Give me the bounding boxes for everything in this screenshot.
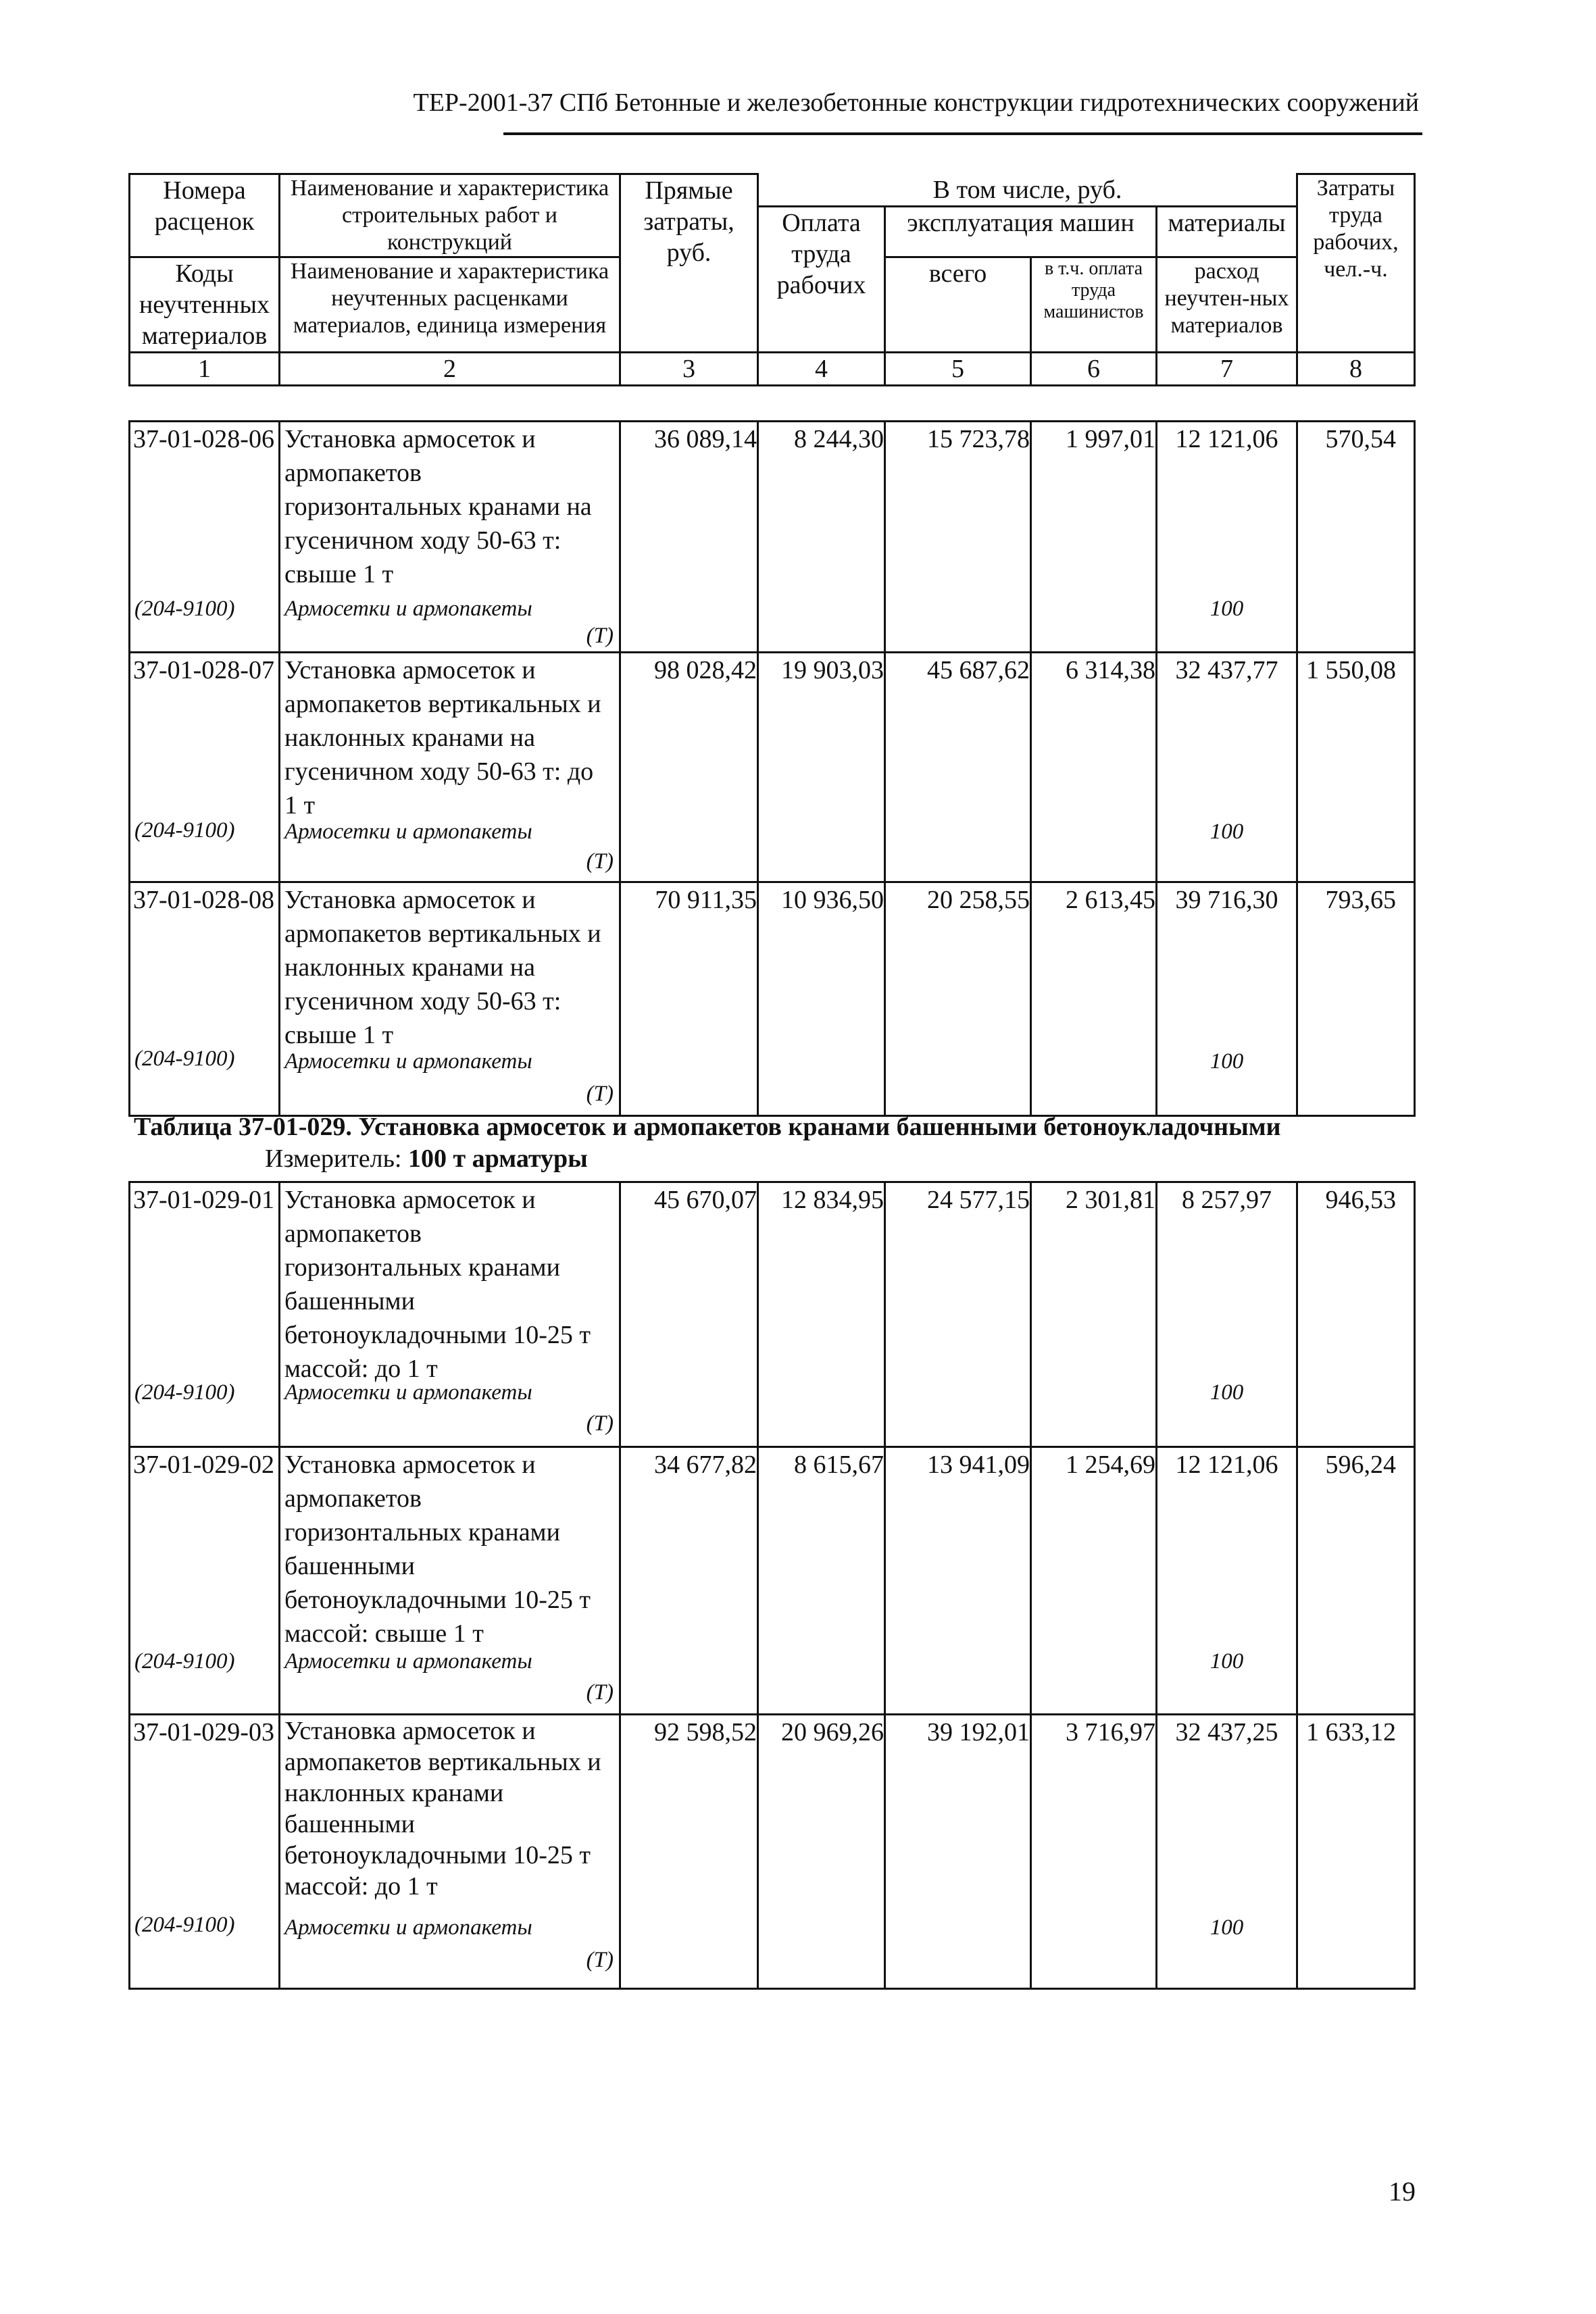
rate-code-cell bbox=[130, 1447, 280, 1715]
col2-bottom-header: Наименование и характеристика неучтенных расценками материалов, единица измерения bbox=[280, 257, 620, 353]
col-number: 4 bbox=[758, 353, 885, 386]
material-name: Армосетки и армопакеты bbox=[284, 1915, 532, 1940]
rate-description: Установка армосеток и армопакетов вертикальных и наклонных кранами башенными бетоноукладочными 10-25 т массой: до 1 т bbox=[284, 1717, 601, 1901]
material-code: (204-9100) bbox=[134, 818, 235, 842]
direct-costs: 92 598,52 bbox=[620, 1715, 758, 1989]
col-number: 6 bbox=[1031, 353, 1157, 386]
labor-hours: 793,65 bbox=[1297, 882, 1415, 1116]
materials-cell bbox=[1157, 653, 1297, 882]
description-cell bbox=[280, 1182, 620, 1447]
machines-total: 24 577,15 bbox=[885, 1182, 1031, 1447]
unit-marker: (Т) bbox=[586, 1082, 614, 1106]
rate-code: 37-01-028-08 bbox=[133, 886, 274, 914]
direct-costs: 70 911,35 bbox=[620, 882, 758, 1116]
description-cell bbox=[280, 1715, 620, 1989]
description-cell bbox=[280, 1447, 620, 1715]
description-cell bbox=[280, 422, 620, 653]
material-qty: 100 bbox=[1210, 1380, 1244, 1405]
direct-costs: 45 670,07 bbox=[620, 1182, 758, 1447]
unit-marker: (Т) bbox=[586, 1948, 614, 1972]
labor-pay: 10 936,50 bbox=[758, 882, 885, 1116]
rate-code-cell bbox=[130, 882, 280, 1116]
material-name: Армосетки и армопакеты bbox=[284, 1380, 532, 1405]
machinists-pay: 1 254,69 bbox=[1031, 1447, 1157, 1715]
machinists-pay: 6 314,38 bbox=[1031, 653, 1157, 882]
material-name: Армосетки и армопакеты bbox=[284, 1649, 532, 1674]
material-code: (204-9100) bbox=[134, 1913, 235, 1937]
materials-cost: 12 121,06 bbox=[1175, 1451, 1278, 1479]
material-code: (204-9100) bbox=[134, 1380, 235, 1405]
material-name: Армосетки и армопакеты bbox=[284, 1049, 532, 1074]
description-cell bbox=[280, 882, 620, 1116]
materials-cell bbox=[1157, 882, 1297, 1116]
rate-description: Установка армосеток и армопакетов горизонтальных кранами башенными бетоноукладочными 10-25 т массой: свыше 1 т bbox=[284, 1451, 591, 1648]
machinists-pay: 2 613,45 bbox=[1031, 882, 1157, 1116]
col1-top-header: Номера расценок bbox=[130, 174, 280, 257]
material-name: Армосетки и армопакеты bbox=[284, 820, 532, 844]
column-header-table bbox=[128, 173, 1416, 386]
rate-description: Установка армосеток и армопакетов горизонтальных кранами на гусеничном ходу 50-63 т: свыше 1 т bbox=[284, 425, 592, 588]
header-divider bbox=[503, 132, 1422, 135]
table-row bbox=[130, 1715, 1415, 1989]
col-number: 5 bbox=[885, 353, 1031, 386]
materials-cost: 32 437,25 bbox=[1175, 1718, 1278, 1746]
rates-table-029 bbox=[128, 1181, 1416, 1990]
unit-marker: (Т) bbox=[586, 624, 614, 648]
col1-bottom-header: Коды неучтенных материалов bbox=[130, 257, 280, 353]
materials-cell bbox=[1157, 1447, 1297, 1715]
machinists-pay: 1 997,01 bbox=[1031, 422, 1157, 653]
unit-marker: (Т) bbox=[586, 1680, 614, 1705]
machinists-pay: 3 716,97 bbox=[1031, 1715, 1157, 1989]
table-row bbox=[130, 882, 1415, 1116]
labor-pay: 8 244,30 bbox=[758, 422, 885, 653]
col-number: 7 bbox=[1157, 353, 1297, 386]
col-number: 8 bbox=[1297, 353, 1415, 386]
material-qty: 100 bbox=[1210, 820, 1244, 844]
labor-hours: 1 550,08 bbox=[1297, 653, 1415, 882]
materials-header: материалы bbox=[1157, 207, 1297, 257]
table-row bbox=[130, 1182, 1415, 1447]
machines-total: 39 192,01 bbox=[885, 1715, 1031, 1989]
labor-pay: 20 969,26 bbox=[758, 1715, 885, 1989]
unit-marker: (Т) bbox=[586, 849, 614, 874]
material-qty: 100 bbox=[1210, 1915, 1244, 1940]
col2-top-header: Наименование и характеристика строительных работ и конструкций bbox=[280, 174, 620, 257]
measure-line bbox=[265, 1143, 588, 1174]
materials-cell bbox=[1157, 1182, 1297, 1447]
col5-header: всего bbox=[885, 257, 1031, 353]
rate-code-cell bbox=[130, 1182, 280, 1447]
table-row bbox=[130, 422, 1415, 653]
rate-description: Установка армосеток и армопакетов вертикальных и наклонных кранами на гусеничном ходу 50-63 т: до 1 т bbox=[284, 656, 601, 820]
machines-total: 45 687,62 bbox=[885, 653, 1031, 882]
rates-table-028 bbox=[128, 420, 1416, 1117]
labor-hours: 946,53 bbox=[1297, 1182, 1415, 1447]
rate-description: Установка армосеток и армопакетов вертикальных и наклонных кранами на гусеничном ходу 50-63 т: свыше 1 т bbox=[284, 886, 601, 1049]
material-qty: 100 bbox=[1210, 597, 1244, 621]
materials-cost: 32 437,77 bbox=[1175, 656, 1278, 684]
rate-code: 37-01-028-07 bbox=[133, 656, 274, 684]
material-code: (204-9100) bbox=[134, 1649, 235, 1674]
material-name: Армосетки и армопакеты bbox=[284, 597, 532, 621]
col4-header: Оплата труда рабочих bbox=[758, 207, 885, 353]
table-caption: Таблица 37-01-029. Установка армосеток и армопакетов кранами башенными бетоноукладочными bbox=[134, 1113, 1281, 1141]
col6-header: в т.ч. оплата труда машинистов bbox=[1031, 257, 1157, 353]
table-row bbox=[130, 653, 1415, 882]
rate-code: 37-01-029-02 bbox=[133, 1451, 274, 1479]
labor-hours: 1 633,12 bbox=[1297, 1715, 1415, 1989]
machines-total: 15 723,78 bbox=[885, 422, 1031, 653]
rate-code: 37-01-029-03 bbox=[133, 1718, 274, 1746]
rate-code-cell bbox=[130, 422, 280, 653]
material-code: (204-9100) bbox=[134, 597, 235, 621]
col-number: 3 bbox=[620, 353, 758, 386]
direct-costs: 98 028,42 bbox=[620, 653, 758, 882]
materials-cell bbox=[1157, 422, 1297, 653]
col8-header: Затраты труда рабочих, чел.-ч. bbox=[1297, 174, 1415, 353]
col-number: 2 bbox=[280, 353, 620, 386]
material-qty: 100 bbox=[1210, 1049, 1244, 1074]
page-number: 19 bbox=[1389, 2176, 1416, 2207]
group-header: В том числе, руб. bbox=[758, 174, 1297, 207]
description-cell bbox=[280, 653, 620, 882]
machines-total: 13 941,09 bbox=[885, 1447, 1031, 1715]
col7-header: расход неучтен-ных материалов bbox=[1157, 257, 1297, 353]
labor-hours: 596,24 bbox=[1297, 1447, 1415, 1715]
rate-code: 37-01-028-06 bbox=[133, 425, 274, 453]
rate-code: 37-01-029-01 bbox=[133, 1186, 274, 1214]
col3-header: Прямые затраты, руб. bbox=[620, 174, 758, 353]
material-code: (204-9100) bbox=[134, 1047, 235, 1071]
labor-pay: 19 903,03 bbox=[758, 653, 885, 882]
materials-cost: 39 716,30 bbox=[1175, 886, 1278, 914]
machines-total: 20 258,55 bbox=[885, 882, 1031, 1116]
machines-header: эксплуатация машин bbox=[885, 207, 1157, 257]
measure-value: 100 т арматуры bbox=[408, 1145, 588, 1173]
unit-marker: (Т) bbox=[586, 1411, 614, 1436]
page-header-title: ТЕР-2001-37 СПб Бетонные и железобетонные конструкции гидротехнических сооружений bbox=[413, 89, 1419, 117]
materials-cell bbox=[1157, 1715, 1297, 1989]
material-qty: 100 bbox=[1210, 1649, 1244, 1674]
direct-costs: 34 677,82 bbox=[620, 1447, 758, 1715]
materials-cost: 12 121,06 bbox=[1175, 425, 1278, 453]
table-row bbox=[130, 1447, 1415, 1715]
machinists-pay: 2 301,81 bbox=[1031, 1182, 1157, 1447]
rate-code-cell bbox=[130, 1715, 280, 1989]
labor-pay: 8 615,67 bbox=[758, 1447, 885, 1715]
direct-costs: 36 089,14 bbox=[620, 422, 758, 653]
rate-description: Установка армосеток и армопакетов горизонтальных кранами башенными бетоноукладочными 10-25 т массой: до 1 т bbox=[284, 1186, 591, 1383]
labor-hours: 570,54 bbox=[1297, 422, 1415, 653]
labor-pay: 12 834,95 bbox=[758, 1182, 885, 1447]
col-number: 1 bbox=[130, 353, 280, 386]
rate-code-cell bbox=[130, 653, 280, 882]
materials-cost: 8 257,97 bbox=[1182, 1186, 1272, 1214]
measure-label: Измеритель: bbox=[265, 1145, 402, 1173]
